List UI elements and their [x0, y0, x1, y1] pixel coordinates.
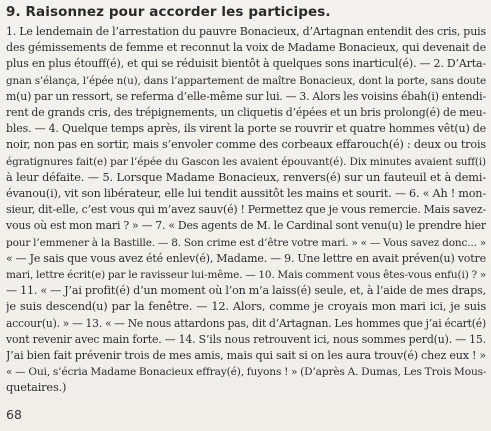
text-line: 1. Le lendemain de l’arrestation du pauvre Bonacieux, d’Artagnan entendit des cris, puis — [6, 25, 486, 38]
text-line: — 11. « — J’ai profit(é) d’un moment où l’on m’a laiss(é) seule, et, à l’aide de mes draps, — [6, 284, 486, 298]
text-line: à leur défaite. — 5. Lorsque Madame Bonacieux, renvers(é) sur un fauteuil et à demi- — [6, 170, 486, 184]
text-line: je suis descend(u) par la fenêtre. — 12. Alors, comme je croyais mon mari ici, je suis — [6, 300, 486, 314]
text-line: m(u) par un ressort, se referma d’elle-même sur lui. — 3. Alors les voisins ébah(i) entendi- — [6, 89, 486, 103]
exercise-text — [6, 24, 486, 397]
text-line: noir, non pas en sortir, mais s’envoler comme des corbeaux effarouch(é) : deux ou trois — [6, 138, 486, 152]
text-line: mari, lettre écrit(e) par le ravisseur lui-même. — 10. Mais comment vous êtes-vous enfu(i) ? » — [6, 269, 486, 282]
page-number: 68 — [6, 407, 22, 422]
text-line: sieur, dit-elle, c’est vous qui m’avez sauv(é) ! Permettez que je vous remercie. Mais savez- — [6, 203, 486, 217]
text-line: vous où est mon mari ? » — 7. « Des agents de M. le Cardinal sont venu(u) le prendre hier — [6, 219, 486, 233]
text-line: égratignures fait(e) par l’épée du Gascon les avaient épouvant(é). Dix minutes avaient suff(i) — [6, 155, 486, 168]
exercise-title: 9. Raisonnez pour accorder les participes. — [6, 4, 331, 20]
text-line: « — Je sais que vous avez été enlev(é), Madame. — 9. Une lettre en avait préven(u) votre — [6, 251, 486, 265]
text-line: plus en plus étouff(é), et qui se réduisit bientôt à quelques sons inarticul(é). — 2. D’Arta- — [6, 57, 486, 71]
text-line: pour l’emmener à la Bastille. — 8. Son crime est d’être votre mari. » « — Vous savez donc... » — [6, 236, 486, 249]
text-line: gnan s’élança, l’épée n(u), dans l’appartement de maître Bonacieux, dont la porte, sans doute — [6, 74, 486, 87]
text-line: J’ai bien fait prévenir trois de mes amis, mais qui sait si on les aura trouv(é) chez eux ! » — [6, 349, 486, 363]
text-line: « — Oui, s’écria Madame Bonacieux effray(é), fuyons ! » (D’après A. Dumas, Les Trois Mous- — [6, 366, 486, 379]
text-line: vont revenir avec main forte. — 14. S’ils nous retrouvent ici, nous sommes perd(u). — 15. — [6, 332, 486, 346]
text-line: quetaires.) — [6, 381, 67, 395]
text-line: des gémissements de femme et reconnut la voix de Madame Bonacieux, qui devenait de — [6, 41, 486, 55]
text-line: accour(u). » — 13. « — Ne nous attardons pas, dit d’Artagnan. Les hommes que j’ai écart(é) — [6, 316, 486, 330]
text-line: bles. — 4. Quelque temps après, ils virent la porte se rouvrir et quatre hommes vêt(u) de — [6, 122, 486, 136]
text-line: évanou(i), vit son libérateur, elle lui tendit aussitôt les mains et sourit. — 6. « Ah ! mon- — [6, 187, 486, 201]
text-line: rent de grands cris, des trépignements, un cliquetis d’épées et un bris prolong(é) de meu- — [6, 106, 486, 120]
